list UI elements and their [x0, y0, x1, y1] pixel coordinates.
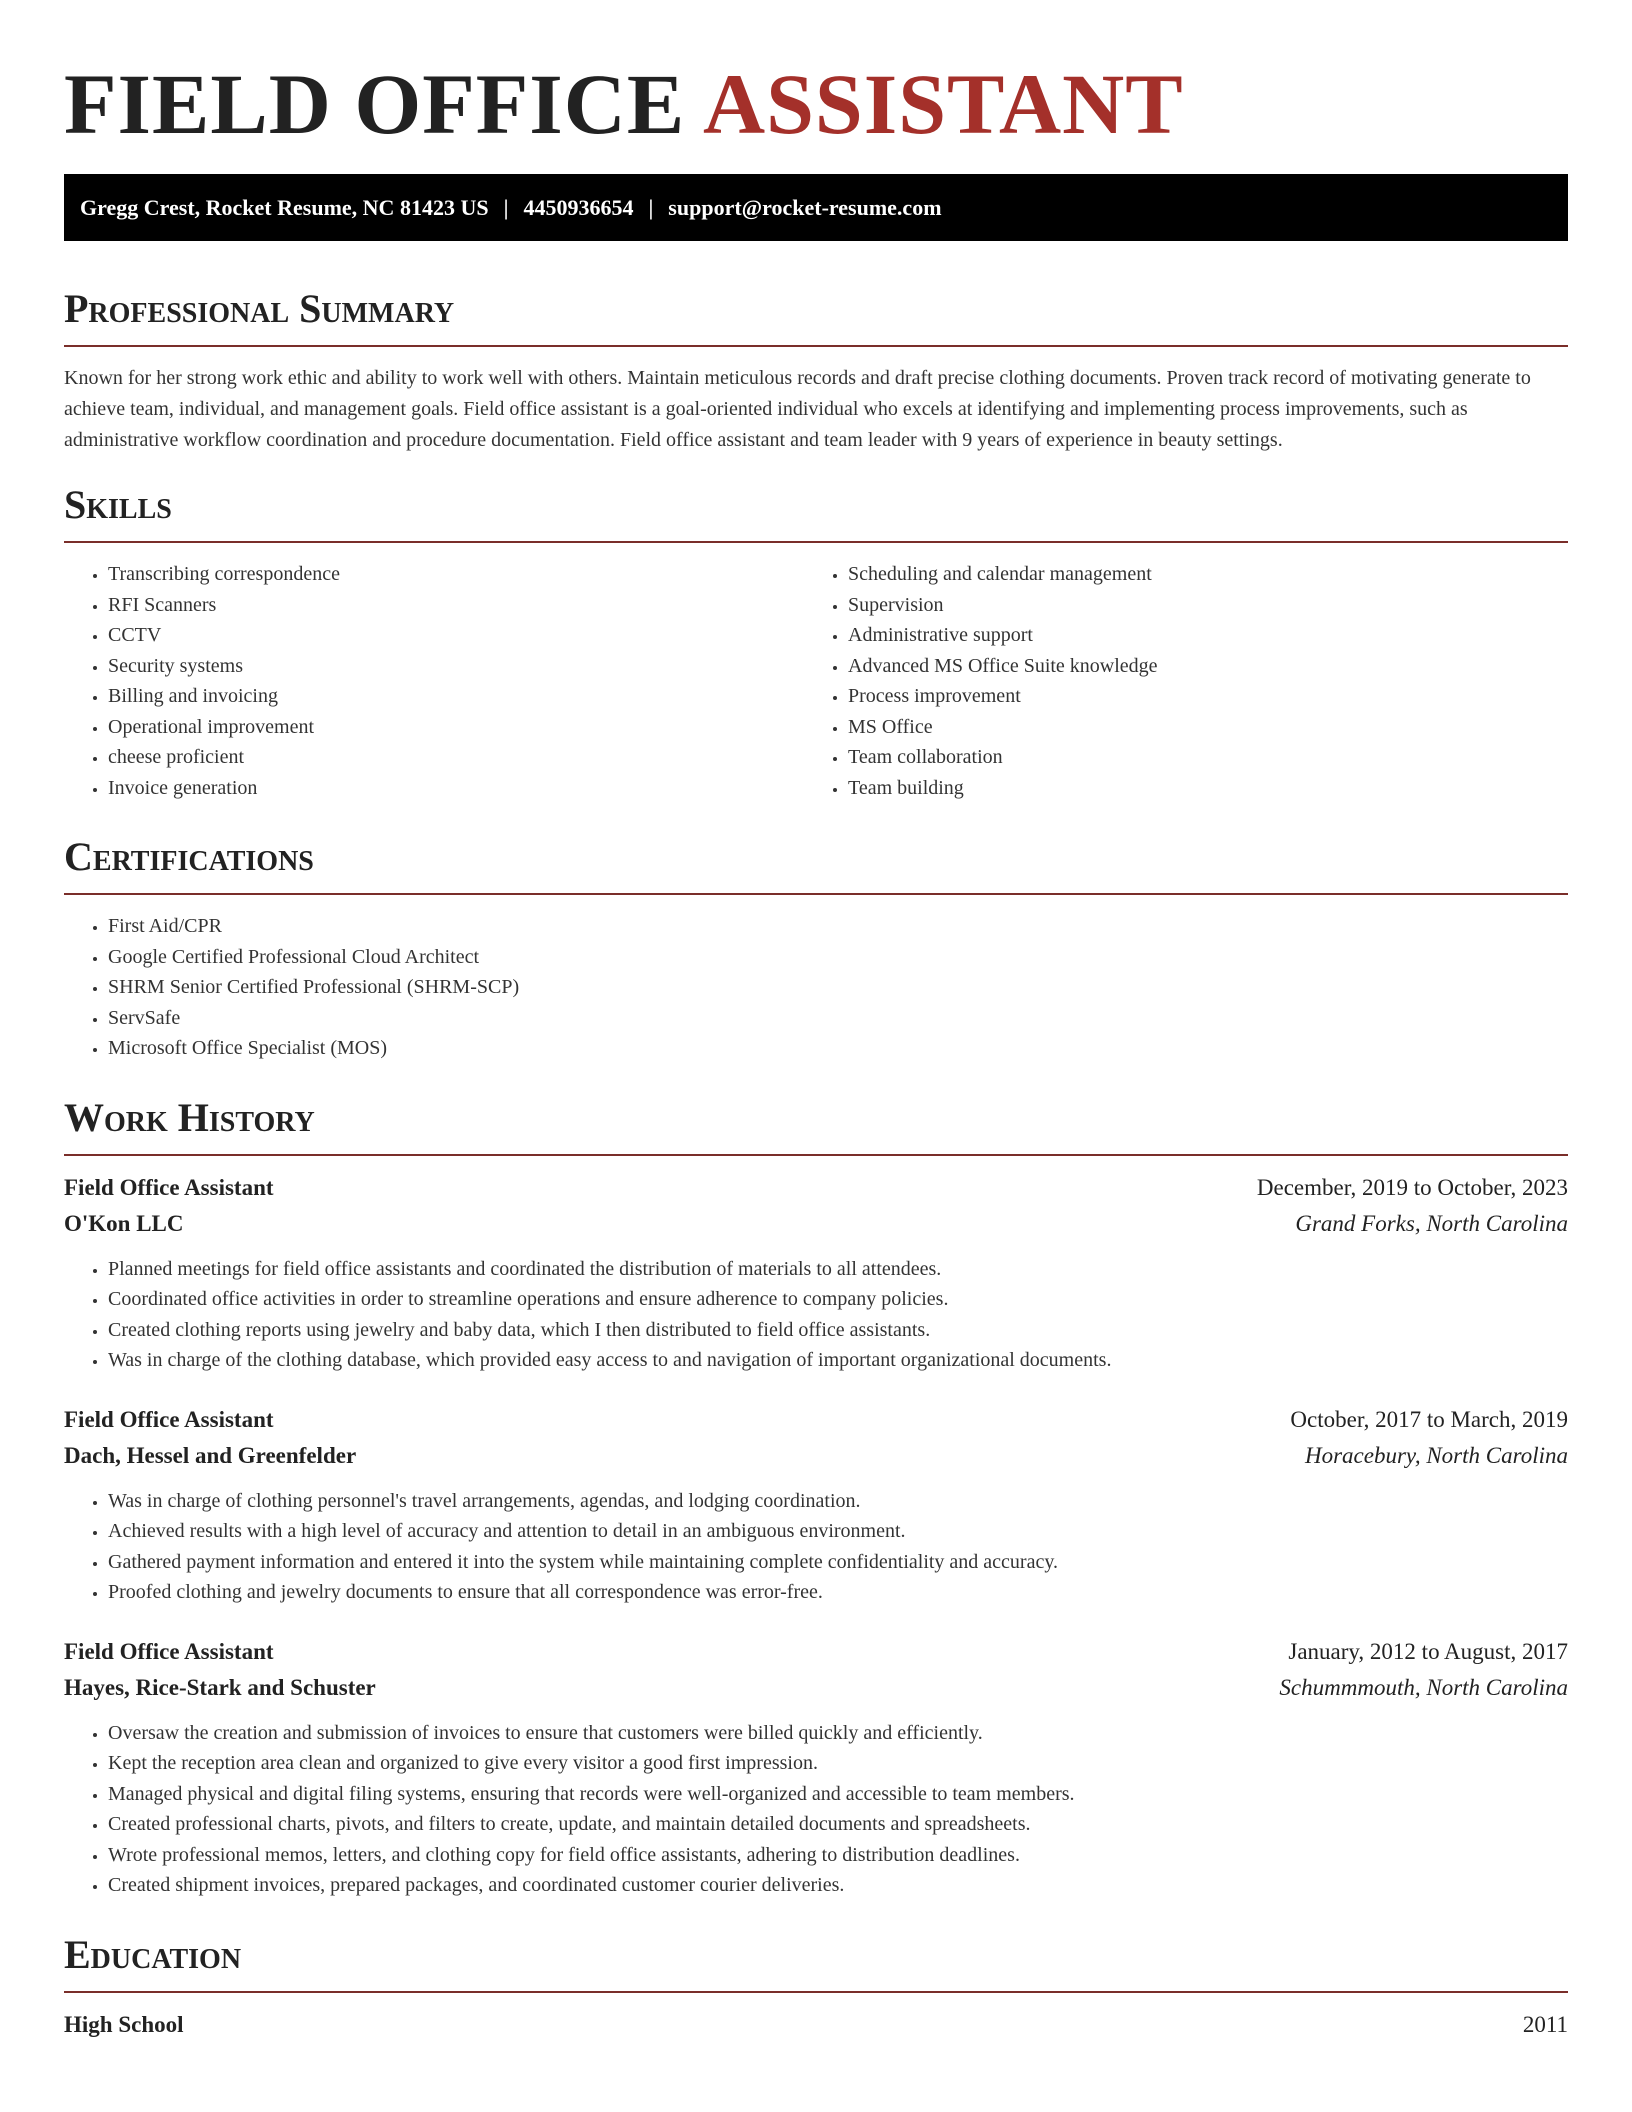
- section-title-certifications: Certifications: [64, 834, 314, 879]
- name-accent: ASSISTANT: [703, 56, 1184, 152]
- certification-item: • Microsoft Office Specialist (MOS): [108, 1033, 1568, 1064]
- skill-item: • cheese proficient: [108, 742, 804, 773]
- section-divider: [64, 345, 1568, 347]
- job-duty-item: • Created clothing reports using jewelry and baby data, which I then distributed to field office assistants.: [108, 1315, 1568, 1346]
- skill-item: • Advanced MS Office Suite knowledge: [848, 651, 1544, 682]
- job-duty-item: • Planned meetings for field office assistants and coordinated the distribution of materials to all attendees.: [108, 1254, 1568, 1285]
- job-duty-item: • Was in charge of the clothing database, which provided easy access to and navigation of important organizational documents.: [108, 1345, 1568, 1376]
- skill-item: • CCTV: [108, 620, 804, 651]
- job-duty-item: • Kept the reception area clean and organized to give every visitor a good first impression.: [108, 1748, 1568, 1779]
- section-divider: [64, 1154, 1568, 1156]
- job-duty-item: • Gathered payment information and entered it into the system while maintaining complete confidentiality and accuracy.: [108, 1547, 1568, 1578]
- job-duties-list: [64, 1254, 1568, 1376]
- job-title: Field Office Assistant: [64, 1174, 274, 1200]
- contact-email: support@rocket-resume.com: [668, 195, 942, 220]
- education-year: 2011: [1522, 2011, 1568, 2037]
- job-dates: December, 2019 to October, 2023: [1256, 1174, 1568, 1200]
- skill-item: • Scheduling and calendar management: [848, 559, 1544, 590]
- education-section: [64, 1927, 1568, 2043]
- work-history-section: [64, 1090, 1568, 1901]
- job-header: [64, 1170, 1568, 1206]
- job-duty-item: • Created professional charts, pivots, and filters to create, update, and maintain detailed documents and spreadsheets.: [108, 1809, 1568, 1840]
- skill-item: • Invoice generation: [108, 773, 804, 804]
- certifications-list: [64, 911, 1568, 1064]
- skill-item: • Operational improvement: [108, 712, 804, 743]
- skill-item: • Administrative support: [848, 620, 1544, 651]
- skill-item: • Process improvement: [848, 681, 1544, 712]
- job-header: [64, 1634, 1568, 1670]
- section-divider: [64, 1991, 1568, 1993]
- job-dates: October, 2017 to March, 2019: [1290, 1406, 1568, 1432]
- job-title: Field Office Assistant: [64, 1406, 274, 1432]
- name-primary: FIELD OFFICE: [64, 56, 686, 152]
- job-duty-item: • Proofed clothing and jewelry documents to ensure that all correspondence was error-free.: [108, 1577, 1568, 1608]
- skill-item: • RFI Scanners: [108, 590, 804, 621]
- job-subheader: [64, 1206, 1568, 1242]
- certification-item: • ServSafe: [108, 1003, 1568, 1034]
- job-duty-item: • Created shipment invoices, prepared packages, and coordinated customer courier deliveries.: [108, 1870, 1568, 1901]
- job-company: O'Kon LLC: [64, 1210, 184, 1236]
- skills-section: [64, 477, 1568, 803]
- job-entry: [64, 1634, 1568, 1901]
- job-duty-item: • Wrote professional memos, letters, and clothing copy for field office assistants, adhering to distribution deadlines.: [108, 1840, 1568, 1871]
- education-header: [64, 2007, 1568, 2043]
- summary-section: [64, 281, 1568, 456]
- section-divider: [64, 541, 1568, 543]
- skill-item: • Team building: [848, 773, 1544, 804]
- job-title: Field Office Assistant: [64, 1638, 274, 1664]
- resume-page: [64, 0, 1568, 2043]
- skill-item: • Supervision: [848, 590, 1544, 621]
- job-subheader: [64, 1670, 1568, 1706]
- skill-item: • Billing and invoicing: [108, 681, 804, 712]
- certification-item: • First Aid/CPR: [108, 911, 1568, 942]
- certification-item: • Google Certified Professional Cloud Architect: [108, 942, 1568, 973]
- job-header: [64, 1402, 1568, 1438]
- job-subheader: [64, 1438, 1568, 1474]
- job-company: Dach, Hessel and Greenfelder: [64, 1442, 357, 1468]
- job-dates: January, 2012 to August, 2017: [1288, 1638, 1568, 1664]
- job-duty-item: • Was in charge of clothing personnel's travel arrangements, agendas, and lodging coordination.: [108, 1486, 1568, 1517]
- candidate-name: [64, 0, 1568, 150]
- skills-column-left: [64, 559, 804, 803]
- job-duty-item: • Oversaw the creation and submission of invoices to ensure that customers were billed quickly and efficiently.: [108, 1718, 1568, 1749]
- job-duty-item: • Coordinated office activities in order to streamline operations and ensure adherence to company policies.: [108, 1284, 1568, 1315]
- job-location: Horacebury, North Carolina: [1304, 1442, 1568, 1468]
- skills-grid: [64, 559, 1568, 803]
- certification-item: • SHRM Senior Certified Professional (SHRM-SCP): [108, 972, 1568, 1003]
- skill-item: • Team collaboration: [848, 742, 1544, 773]
- contact-address: Gregg Crest, Rocket Resume, NC 81423 US: [80, 195, 489, 220]
- job-company: Hayes, Rice-Stark and Schuster: [64, 1674, 376, 1700]
- job-location: Grand Forks, North Carolina: [1295, 1210, 1568, 1236]
- contact-separator: |: [503, 195, 509, 220]
- job-duty-item: • Managed physical and digital filing systems, ensuring that records were well-organized and accessible to team members.: [108, 1779, 1568, 1810]
- section-title-education: Education: [64, 1931, 242, 1977]
- job-duty-item: • Achieved results with a high level of accuracy and attention to detail in an ambiguous environment.: [108, 1516, 1568, 1547]
- job-entry: [64, 1170, 1568, 1376]
- contact-phone: 4450936654: [523, 195, 634, 220]
- section-divider: [64, 893, 1568, 895]
- skill-item: • Security systems: [108, 651, 804, 682]
- section-title-work-history: Work History: [64, 1094, 315, 1140]
- job-duties-list: [64, 1718, 1568, 1901]
- job-duties-list: [64, 1486, 1568, 1608]
- contact-separator: |: [648, 195, 654, 220]
- section-title-skills: Skills: [64, 482, 172, 527]
- job-location: Schummmouth, North Carolina: [1279, 1674, 1568, 1700]
- job-entry: [64, 1402, 1568, 1608]
- summary-text: Known for her strong work ethic and ability to work well with others. Maintain meticulous records and draft precise clothing documents. Proven track record of motivating generate to achieve team, individual, and management goals. Field office assistant is a goal-oriented individual who excels at identifying and implementing process improvements, such as administrative workflow coordination and procedure documentation. Field office assistant and team leader with 9 years of experience in beauty settings.: [64, 367, 1531, 451]
- skills-column-right: [804, 559, 1544, 803]
- education-degree: High School: [64, 2011, 184, 2037]
- section-title-summary: Professional Summary: [64, 286, 455, 331]
- skill-item: • Transcribing correspondence: [108, 559, 804, 590]
- contact-bar: [64, 174, 1568, 241]
- skills-list-left: [64, 559, 804, 803]
- skills-list-right: [804, 559, 1544, 803]
- skill-item: • MS Office: [848, 712, 1544, 743]
- certifications-section: [64, 829, 1568, 1064]
